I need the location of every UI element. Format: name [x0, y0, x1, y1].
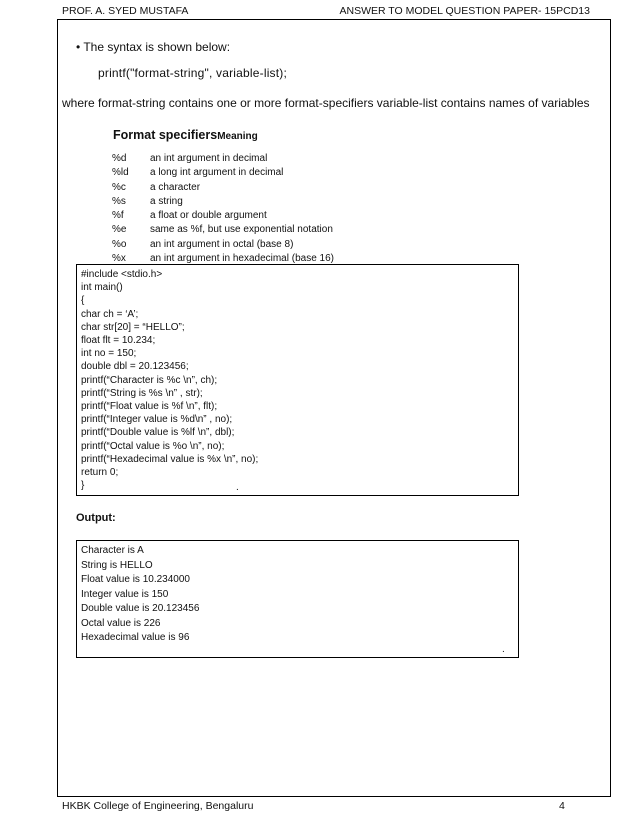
- code-line: printf(“Double value is %lf \n”, dbl);: [81, 427, 235, 439]
- specifier-code: %s: [112, 195, 126, 207]
- code-box-dot: .: [236, 482, 239, 493]
- specifier-meaning: a long int argument in decimal: [150, 167, 284, 179]
- output-line: Double value is 20.123456: [81, 603, 200, 614]
- code-line: #include <stdio.h>: [81, 269, 163, 280]
- code-line: printf(“String is %s \n” , str);: [81, 387, 203, 399]
- specifier-meaning: an int argument in hexadecimal (base 16): [150, 253, 334, 265]
- code-line: int no = 150;: [81, 348, 137, 360]
- specifier-row: [112, 152, 334, 166]
- specifier-row: [112, 166, 334, 180]
- code-line: float flt = 10.234;: [81, 335, 156, 347]
- specifier-code: %d: [112, 153, 127, 164]
- output-line: Integer value is 150: [81, 588, 169, 600]
- specifier-code: %c: [112, 181, 126, 193]
- code-line: {: [81, 295, 85, 307]
- code-line: return 0;: [81, 467, 119, 479]
- syntax-line: printf("format-string", variable-list);: [98, 66, 288, 80]
- where-paragraph: where format-string contains one or more format-specifiers variable-list contains names of variables: [62, 96, 590, 110]
- page-number: 4: [559, 800, 565, 812]
- specifier-table: [112, 152, 334, 266]
- specifier-meaning: a string: [150, 195, 183, 207]
- specifier-row: [112, 181, 334, 195]
- header-title: ANSWER TO MODEL QUESTION PAPER- 15PCD13: [339, 5, 590, 17]
- output-box: [76, 540, 519, 658]
- output-label: Output:: [76, 512, 116, 524]
- output-line: Float value is 10.234000: [81, 574, 190, 585]
- code-line: printf(“Integer value is %d\n” , no);: [81, 414, 233, 426]
- specifier-table-heading: [113, 128, 258, 142]
- specifier-row: [112, 195, 334, 209]
- code-line: printf(“Octal value is %o \n”, no);: [81, 440, 225, 452]
- code-line: char ch = ‘A’;: [81, 308, 139, 320]
- heading-format-specifiers: Format specifiers: [113, 128, 218, 142]
- code-line: int main(): [81, 282, 123, 294]
- code-line: printf(“Float value is %f \n”, flt);: [81, 401, 218, 413]
- specifier-row: [112, 238, 334, 252]
- output-line: Octal value is 226: [81, 617, 161, 629]
- output-line: Hexadecimal value is 96: [81, 632, 190, 643]
- specifier-row: [112, 209, 334, 223]
- specifier-code: %f: [112, 210, 124, 222]
- code-line: }: [81, 480, 85, 492]
- code-line: char str[20] = “HELLO”;: [81, 321, 185, 333]
- output-box-dot: .: [502, 644, 505, 655]
- code-line: printf(“Hexadecimal value is %x \n”, no);: [81, 453, 259, 465]
- specifier-meaning: an int argument in octal (base 8): [150, 238, 294, 250]
- specifier-code: %ld: [112, 167, 129, 179]
- syntax-bullet: • The syntax is shown below:: [76, 40, 231, 54]
- specifier-code: %x: [112, 253, 126, 265]
- output-line: String is HELLO: [81, 559, 153, 571]
- heading-meaning: Meaning: [217, 131, 258, 142]
- specifier-meaning: a character: [150, 181, 201, 193]
- specifier-meaning: a float or double argument: [150, 210, 267, 222]
- specifier-code: %o: [112, 238, 127, 250]
- header-author: PROF. A. SYED MUSTAFA: [62, 5, 189, 17]
- code-line: printf(“Character is %c \n”, ch);: [81, 374, 218, 386]
- code-line: double dbl = 20.123456;: [81, 361, 189, 373]
- specifier-meaning: same as %f, but use exponential notation: [150, 224, 333, 236]
- footer-college: HKBK College of Engineering, Bengaluru: [62, 800, 254, 812]
- specifier-row: [112, 223, 334, 237]
- specifier-meaning: an int argument in decimal: [150, 153, 268, 164]
- output-line: Character is A: [81, 545, 144, 556]
- code-listing: [76, 264, 519, 496]
- specifier-code: %e: [112, 224, 127, 236]
